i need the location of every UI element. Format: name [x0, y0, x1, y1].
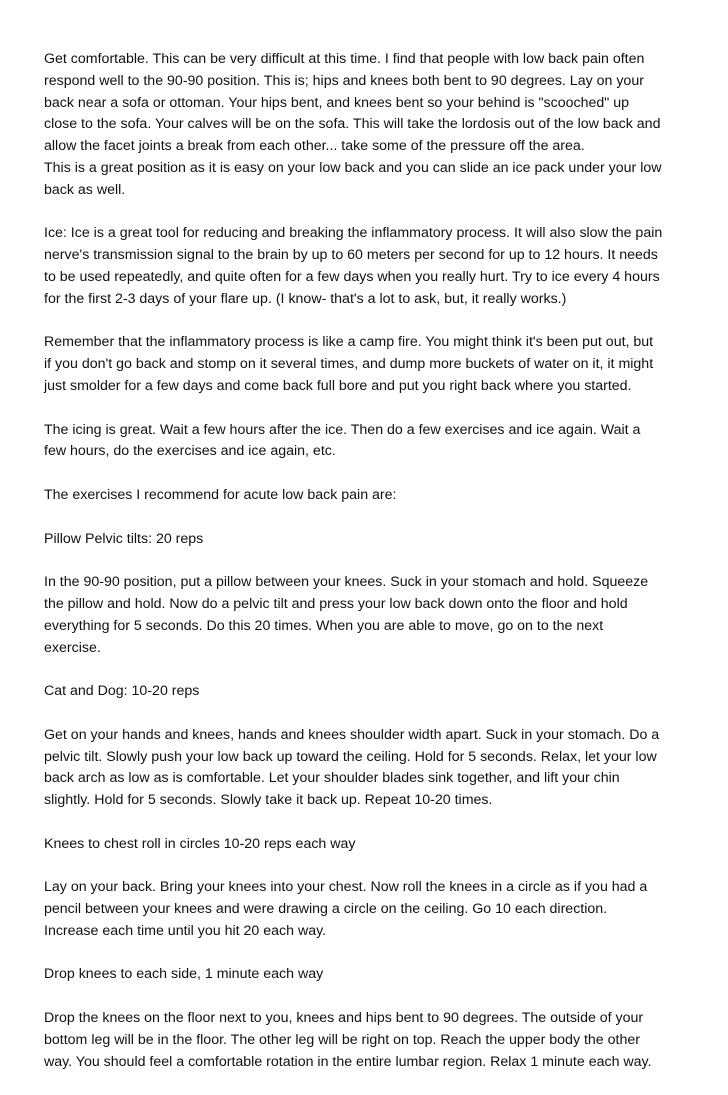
text-line: The exercises I recommend for acute low back pain are:	[44, 486, 397, 503]
paragraph-drop-knees	[44, 1008, 694, 1073]
text-line: pencil between your knees and were drawing a circle on the ceiling. Go 10 each direction.	[44, 901, 608, 918]
paragraph-pillow-pelvic-tilts	[44, 572, 694, 659]
paragraph-camp-fire	[44, 332, 694, 397]
text-line: the pillow and hold. Now do a pelvic tilt and press your low back down onto the floor and hold	[44, 595, 628, 612]
text-line: Pillow Pelvic tilts: 20 reps	[44, 530, 204, 547]
paragraph-ice	[44, 223, 694, 310]
text-line: Drop the knees on the floor next to you, knees and hips bent to 90 degrees. The outside of your	[44, 1010, 644, 1027]
text-line: Ice: Ice is a great tool for reducing and breaking the inflammatory process. It will also slow the pain	[44, 225, 663, 242]
text-line: pelvic tilt. Slowly push your low back up toward the ceiling. Hold for 5 seconds. Relax, let your low	[44, 748, 657, 765]
text-line: if you don't go back and stomp on it several times, and dump more buckets of water on it, it might	[44, 356, 654, 373]
text-line: The icing is great. Wait a few hours after the ice. Then do a few exercises and ice again. Wait a	[44, 421, 641, 438]
text-line: In the 90-90 position, put a pillow between your knees. Suck in your stomach and hold. Squeeze	[44, 574, 649, 591]
document-page	[44, 49, 694, 1095]
text-line: back arch as low as is comfortable. Let your shoulder blades sink together, and lift your chin	[44, 770, 620, 787]
text-line: Remember that the inflammatory process is like a camp fire. You might think it's been put out, but	[44, 334, 654, 351]
exercise-heading-knees-to-chest	[44, 834, 694, 856]
text-line: everything for 5 seconds. Do this 20 times. When you are able to move, go on to the next	[44, 617, 604, 634]
exercise-heading-pillow-pelvic-tilts	[44, 529, 694, 551]
text-line: close to the sofa. Your calves will be on the sofa. This will take the lordosis out of the low back and	[44, 116, 661, 133]
text-line: respond well to the 90-90 position. This is; hips and knees both bent to 90 degrees. Lay on your	[44, 72, 644, 89]
paragraph-positioning	[44, 49, 694, 202]
paragraph-exercises-intro	[44, 485, 694, 507]
text-line: to be used repeatedly, and quite often for a few days when you really hurt. Try to ice every 4 hours	[44, 268, 660, 285]
text-line: exercise.	[44, 639, 101, 656]
text-line: Drop knees to each side, 1 minute each way	[44, 966, 324, 983]
text-line: Cat and Dog: 10-20 reps	[44, 683, 200, 700]
text-line: Increase each time until you hit 20 each way.	[44, 922, 327, 939]
text-line: just smolder for a few days and come back full bore and put you right back where you started.	[44, 377, 632, 394]
text-line: slightly. Hold for 5 seconds. Slowly take it back up. Repeat 10-20 times.	[44, 792, 493, 809]
text-line: few hours, do the exercises and ice again, etc.	[44, 443, 336, 460]
text-line: for the first 2-3 days of your flare up. (I know- that's a lot to ask, but, it really works.)	[44, 290, 567, 307]
paragraph-icing	[44, 420, 694, 464]
text-line: Lay on your back. Bring your knees into your chest. Now roll the knees in a circle as if you had a	[44, 879, 648, 896]
exercise-heading-cat-and-dog	[44, 681, 694, 703]
text-line: This is a great position as it is easy on your low back and you can slide an ice pack under your low	[44, 159, 662, 176]
text-line: Get comfortable. This can be very difficult at this time. I find that people with low back pain often	[44, 51, 645, 67]
text-line: Knees to chest roll in circles 10-20 reps each way	[44, 835, 356, 852]
exercise-heading-drop-knees	[44, 964, 694, 986]
paragraph-cat-and-dog	[44, 725, 694, 812]
text-line: back near a sofa or ottoman. Your hips bent, and knees bent so your behind is "scooched" up	[44, 94, 630, 111]
text-line: allow the facet joints a break from each other... take some of the pressure off the area.	[44, 138, 585, 155]
text-line: back as well.	[44, 181, 126, 198]
text-line: Get on your hands and knees, hands and knees shoulder width apart. Suck in your stomach. Do a	[44, 726, 660, 743]
text-line: bottom leg will be in the floor. The other leg will be right on top. Reach the upper body the other	[44, 1031, 640, 1048]
text-line: nerve's transmission signal to the brain by up to 60 meters per second for up to 12 hours. It needs	[44, 247, 658, 264]
text-line: way. You should feel a comfortable rotation in the entire lumbar region. Relax 1 minute each way.	[44, 1053, 652, 1070]
paragraph-knees-to-chest	[44, 877, 694, 942]
